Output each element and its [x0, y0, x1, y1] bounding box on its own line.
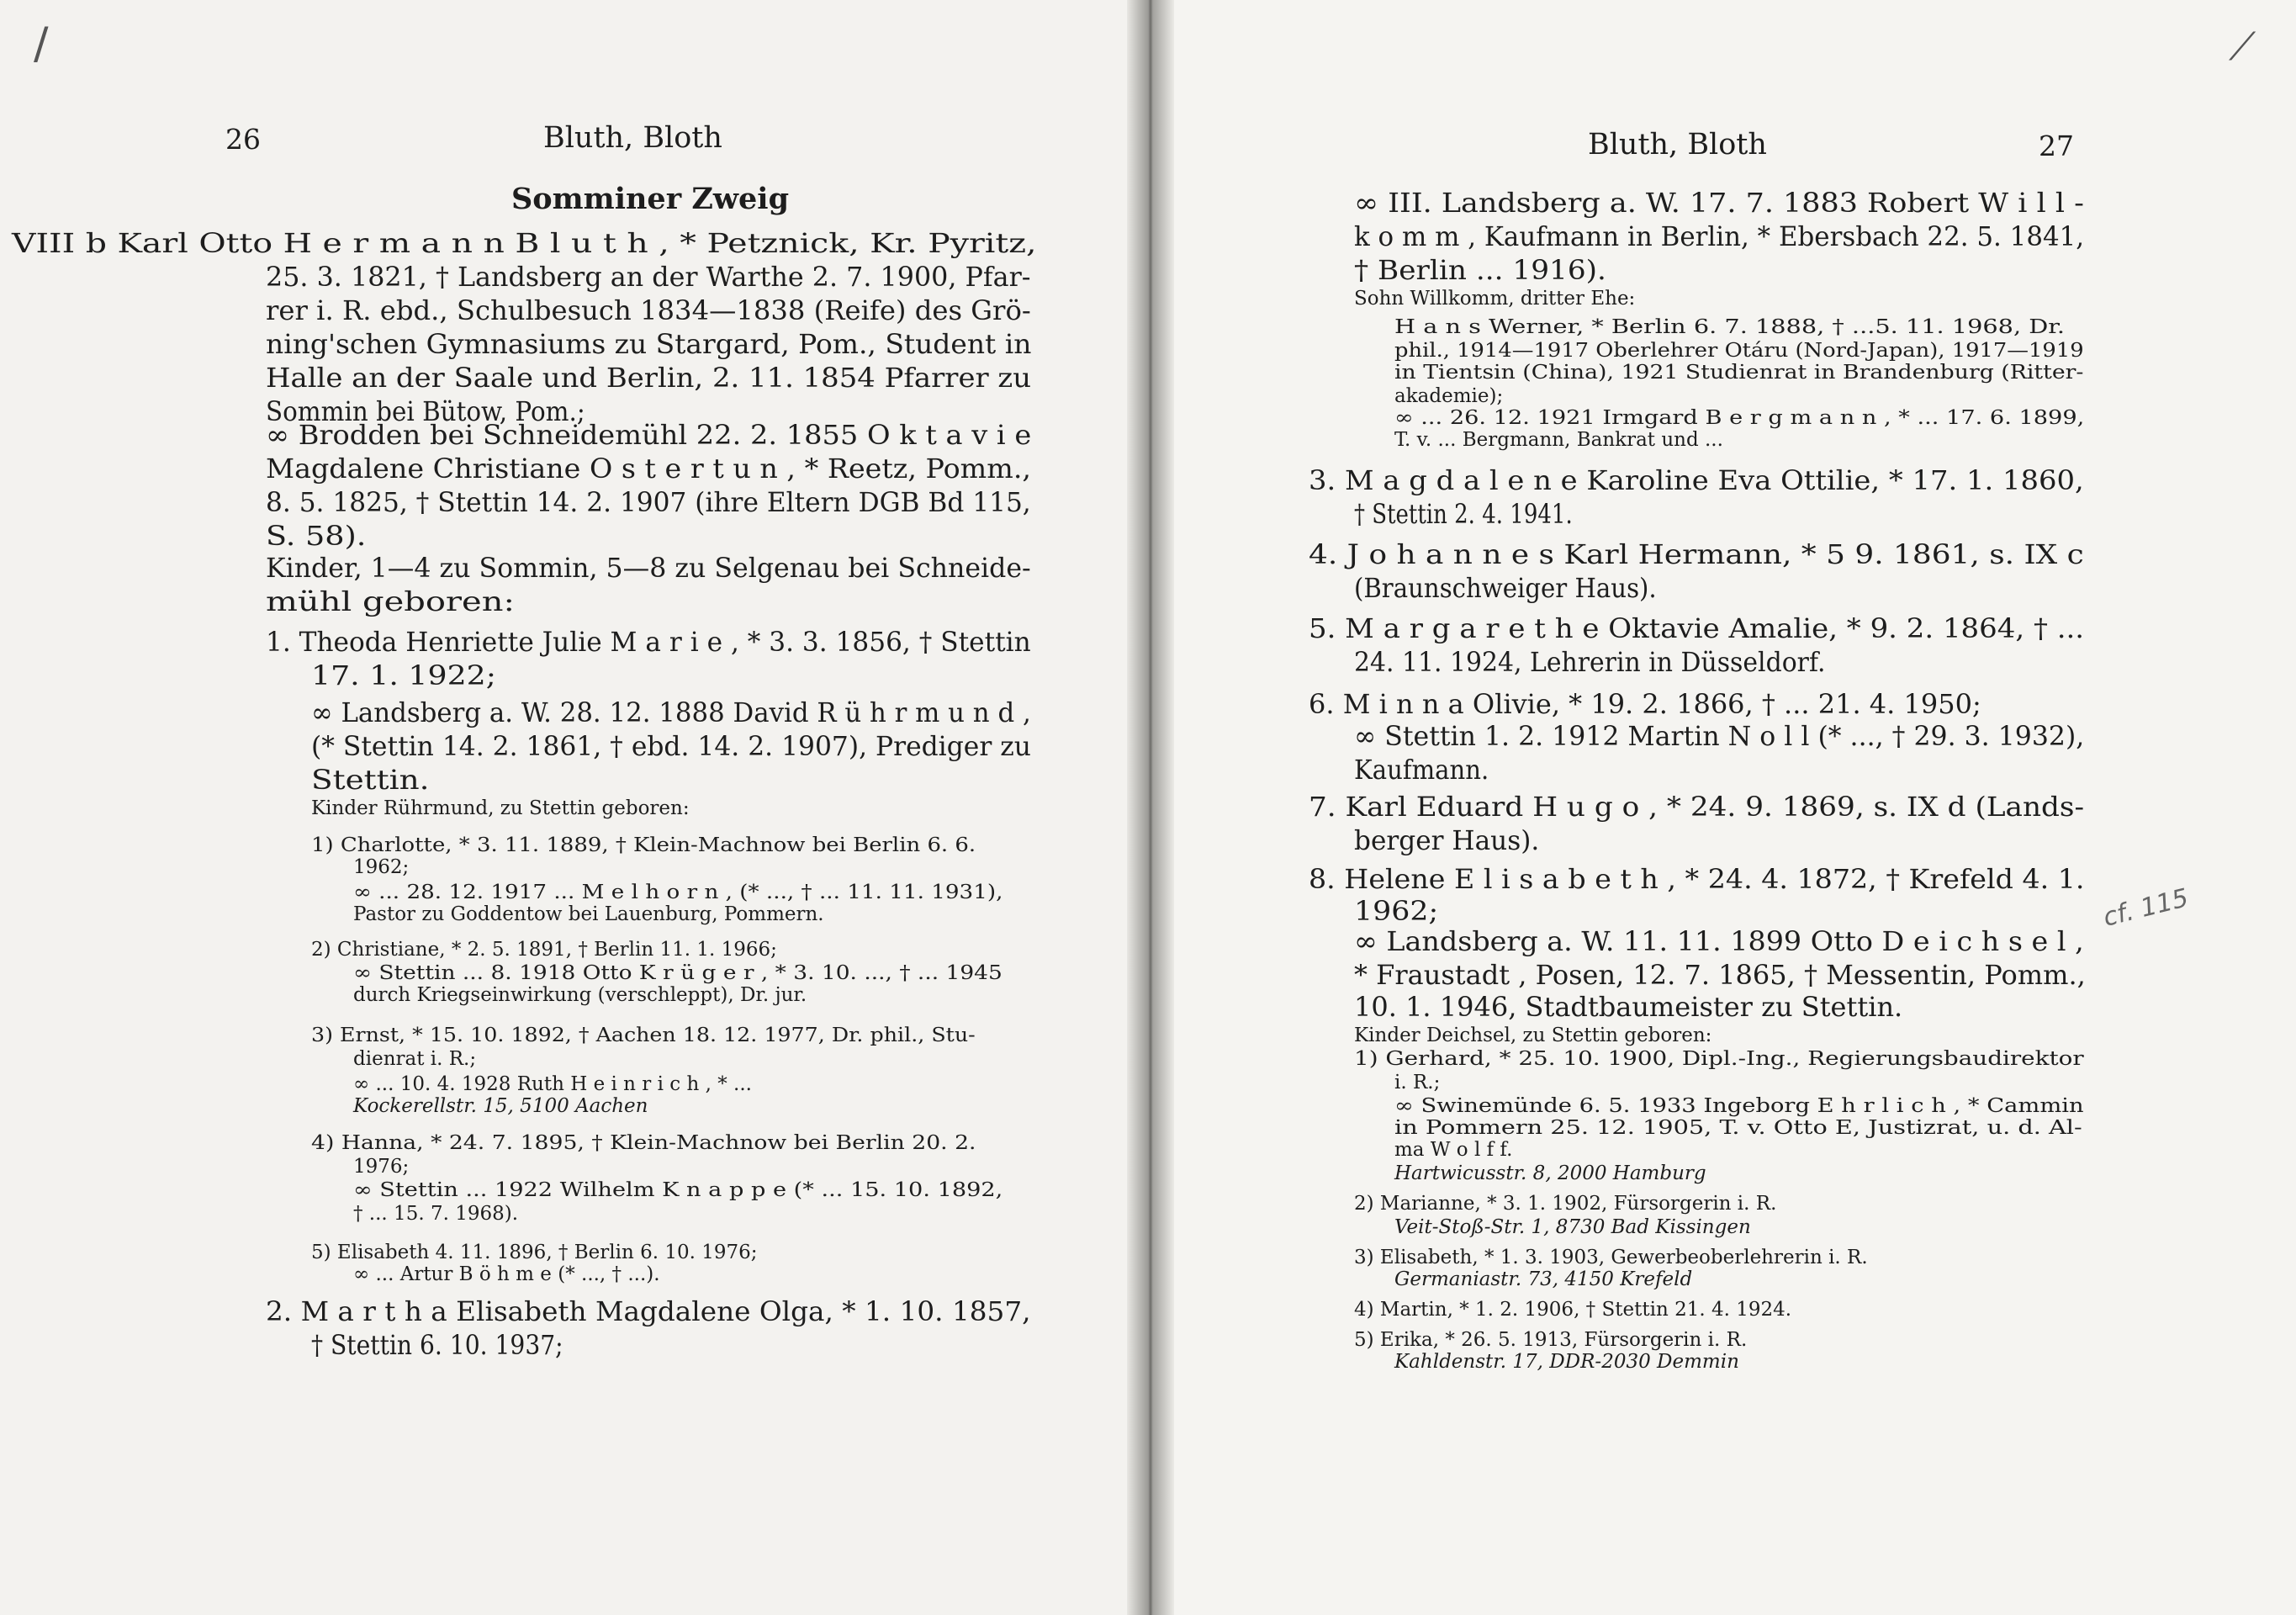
left-page-text-line: Kinder Rührmund, zu Stettin geboren:: [311, 797, 690, 819]
right-page-text-line: 10. 1. 1946, Stadtbaumeister zu Stettin.: [1354, 991, 1903, 1023]
right-page-text-line: Hartwicusstr. 8, 2000 Hamburg: [1394, 1162, 1706, 1184]
right-page-text-line: † Berlin ... 1916).: [1354, 254, 1606, 286]
right-page-text-line: k o m m , Kaufmann in Berlin, * Ebersbach 22. 5. 1841,: [1354, 220, 2085, 252]
right-page-text-line: ∞ III. Landsberg a. W. 17. 7. 1883 Robert W i l l -: [1354, 187, 2084, 219]
section-title: Somminer Zweig: [511, 182, 790, 216]
left-page-text-line: Stettin.: [311, 764, 430, 796]
left-page-text-line: 1976;: [353, 1156, 410, 1178]
left-page-text-line: S. 58).: [266, 520, 367, 552]
left-page-text-line: (* Stettin 14. 2. 1861, † ebd. 14. 2. 1907), Prediger zu: [311, 730, 1031, 762]
right-page-text-line: 7. Karl Eduard H u g o , * 24. 9. 1869, s. IX d (Lands-: [1309, 791, 2085, 823]
right-page-text-line: ma W o l f f.: [1394, 1139, 1513, 1161]
right-page-text-line: * Fraustadt , Posen, 12. 7. 1865, † Messentin, Pomm.,: [1354, 959, 2086, 991]
left-page-text-line: ∞ Stettin ... 1922 Wilhelm K n a p p e (* ... 15. 10. 1892,: [353, 1179, 1003, 1201]
right-page-text-line: T. v. ... Bergmann, Bankrat und ...: [1394, 429, 1723, 451]
right-page-text-line: 1) Gerhard, * 25. 10. 1900, Dipl.-Ing., Regierungsbaudirektor: [1354, 1048, 2084, 1070]
left-page-text-line: Sommin bei Bütow, Pom.;: [266, 395, 585, 427]
right-page-text-line: (Braunschweiger Haus).: [1354, 572, 1657, 604]
left-page-text-line: ∞ Stettin ... 8. 1918 Otto K r ü g e r , * 3. 10. ..., † ... 1945: [353, 962, 1003, 984]
left-page-text-line: rer i. R. ebd., Schulbesuch 1834—1838 (Reife) des Grö-: [266, 294, 1031, 326]
left-page-text-line: Magdalene Christiane O s t e r t u n , * Reetz, Pomm.,: [266, 453, 1031, 484]
right-page-text-line: 5. M a r g a r e t h e Oktavie Amalie, * 9. 2. 1864, † ...: [1309, 612, 2085, 644]
right-page-text-line: i. R.;: [1394, 1072, 1441, 1093]
right-page-text-line: 6. M i n n a Olivie, * 19. 2. 1866, † ... 21. 4. 1950;: [1309, 688, 1981, 720]
right-page-text-line: in Pommern 25. 12. 1905, T. v. Otto E, Justizrat, u. d. Al-: [1394, 1117, 2082, 1139]
left-page-text-line: 2. M a r t h a Elisabeth Magdalene Olga, * 1. 10. 1857,: [266, 1295, 1031, 1327]
left-page-text-line: dienrat i. R.;: [353, 1048, 477, 1070]
left-page-text-line: 4) Hanna, * 24. 7. 1895, † Klein-Machnow bei Berlin 20. 2.: [311, 1132, 976, 1154]
left-page-text-line: Kinder, 1—4 zu Sommin, 5—8 zu Selgenau bei Schneide-: [266, 552, 1031, 584]
right-page-text-line: ∞ Landsberg a. W. 11. 11. 1899 Otto D e i c h s e l ,: [1354, 925, 2084, 957]
left-page-text-line: VIII b Karl Otto H e r m a n n B l u t h , * Petznick, Kr. Pyritz,: [12, 227, 1037, 259]
left-page-text-line: durch Kriegseinwirkung (verschleppt), Dr. jur.: [353, 984, 807, 1006]
right-page-text-line: 3) Elisabeth, * 1. 3. 1903, Gewerbeoberlehrerin i. R.: [1354, 1247, 1868, 1268]
left-page-text-line: 3) Ernst, * 15. 10. 1892, † Aachen 18. 12. 1977, Dr. phil., Stu-: [311, 1025, 976, 1046]
left-page-text-line: † Stettin 6. 10. 1937;: [311, 1329, 563, 1361]
right-page-text-line: ∞ ... 26. 12. 1921 Irmgard B e r g m a n n , * ... 17. 6. 1899,: [1394, 407, 2085, 429]
left-page: [0, 0, 1145, 1615]
right-page-text-line: Germaniastr. 73, 4150 Krefeld: [1394, 1268, 1693, 1290]
right-page-text-line: Veit-Stoß-Str. 1, 8730 Bad Kissingen: [1394, 1216, 1751, 1238]
right-page-text-line: in Tientsin (China), 1921 Studienrat in Brandenburg (Ritter-: [1394, 362, 2084, 384]
right-page-text-line: † Stettin 2. 4. 1941.: [1354, 498, 1573, 530]
right-page-text-line: 4. J o h a n n e s Karl Hermann, * 5 9. 1861, s. IX c: [1309, 538, 2084, 570]
left-page-text-line: Pastor zu Goddentow bei Lauenburg, Pommern.: [353, 903, 824, 925]
page-number-left: 26: [225, 123, 261, 156]
left-page-text-line: 2) Christiane, * 2. 5. 1891, † Berlin 11. 1. 1966;: [311, 939, 777, 961]
running-head-right: Bluth, Bloth: [1588, 128, 1767, 162]
left-page-text-line: ∞ ... 28. 12. 1917 ... M e l h o r n , (* ..., † ... 11. 11. 1931),: [353, 882, 1003, 903]
left-page-text-line: ∞ Brodden bei Schneidemühl 22. 2. 1855 O k t a v i e: [266, 419, 1032, 451]
right-page: [1151, 0, 2296, 1615]
left-page-text-line: 25. 3. 1821, † Landsberg an der Warthe 2. 7. 1900, Pfar-: [266, 261, 1031, 293]
right-page-text-line: Kinder Deichsel, zu Stettin geboren:: [1354, 1025, 1712, 1046]
left-page-text-line: Halle an der Saale und Berlin, 2. 11. 1854 Pfarrer zu: [266, 362, 1032, 394]
left-page-text-line: 5) Elisabeth 4. 11. 1896, † Berlin 6. 10. 1976;: [311, 1242, 758, 1263]
corner-mark-right: ⟋: [2229, 24, 2256, 69]
left-page-text-line: mühl geboren:: [266, 585, 515, 617]
right-page-text-line: H a n s Werner, * Berlin 6. 7. 1888, † ...5. 11. 1968, Dr.: [1394, 316, 2066, 338]
handwritten-note: cf. 115: [2100, 883, 2192, 933]
left-page-text-line: ning'schen Gymnasiums zu Stargard, Pom., Student in: [266, 328, 1032, 360]
left-page-text-line: 1) Charlotte, * 3. 11. 1889, † Klein-Machnow bei Berlin 6. 6.: [311, 834, 976, 856]
right-page-text-line: 8. Helene E l i s a b e t h , * 24. 4. 1872, † Krefeld 4. 1.: [1309, 863, 2085, 895]
right-page-text-line: akademie);: [1394, 385, 1504, 407]
left-page-text-line: 1962;: [353, 856, 410, 878]
right-page-text-line: phil., 1914—1917 Oberlehrer Otáru (Nord-Japan), 1917—1919: [1394, 340, 2084, 362]
right-page-text-line: 3. M a g d a l e n e Karoline Eva Ottilie, * 17. 1. 1860,: [1309, 464, 2084, 496]
right-page-text-line: 1962;: [1354, 895, 1439, 927]
right-page-text-line: Kaufmann.: [1354, 754, 1489, 786]
right-page-text-line: Kahldenstr. 17, DDR-2030 Demmin: [1394, 1351, 1739, 1373]
left-page-text-line: ∞ ... Artur B ö h m e (* ..., † ...).: [353, 1263, 660, 1285]
page-number-right: 27: [2039, 130, 2074, 162]
right-page-text-line: 24. 11. 1924, Lehrerin in Düsseldorf.: [1354, 646, 1826, 678]
left-page-text-line: † ... 15. 7. 1968).: [353, 1203, 519, 1225]
right-page-text-line: ∞ Stettin 1. 2. 1912 Martin N o l l (* ..., † 29. 3. 1932),: [1354, 720, 2085, 752]
corner-mark-left: /: [34, 19, 49, 69]
left-page-text-line: Kockerellstr. 15, 5100 Aachen: [353, 1095, 648, 1117]
left-page-text-line: 17. 1. 1922;: [311, 659, 496, 691]
right-page-text-line: 2) Marianne, * 3. 1. 1902, Fürsorgerin i. R.: [1354, 1193, 1777, 1215]
left-page-text-line: 1. Theoda Henriette Julie M a r i e , * 3. 3. 1856, † Stettin: [266, 626, 1031, 658]
right-page-text-line: 5) Erika, * 26. 5. 1913, Fürsorgerin i. R.: [1354, 1329, 1748, 1351]
right-page-text-line: berger Haus).: [1354, 824, 1540, 856]
right-page-text-line: 4) Martin, * 1. 2. 1906, † Stettin 21. 4. 1924.: [1354, 1299, 1792, 1321]
left-page-text-line: ∞ Landsberg a. W. 28. 12. 1888 David R ü h r m u n d ,: [311, 696, 1031, 728]
left-page-text-line: 8. 5. 1825, † Stettin 14. 2. 1907 (ihre Eltern DGB Bd 115,: [266, 486, 1031, 518]
right-page-text-line: Sohn Willkomm, dritter Ehe:: [1354, 288, 1636, 310]
running-head-left: Bluth, Bloth: [543, 121, 722, 155]
left-page-text-line: ∞ ... 10. 4. 1928 Ruth H e i n r i c h , * ...: [353, 1073, 752, 1095]
right-page-text-line: ∞ Swinemünde 6. 5. 1933 Ingeborg E h r l i c h , * Cammin: [1394, 1095, 2084, 1117]
book-gutter: [1127, 0, 1174, 1615]
